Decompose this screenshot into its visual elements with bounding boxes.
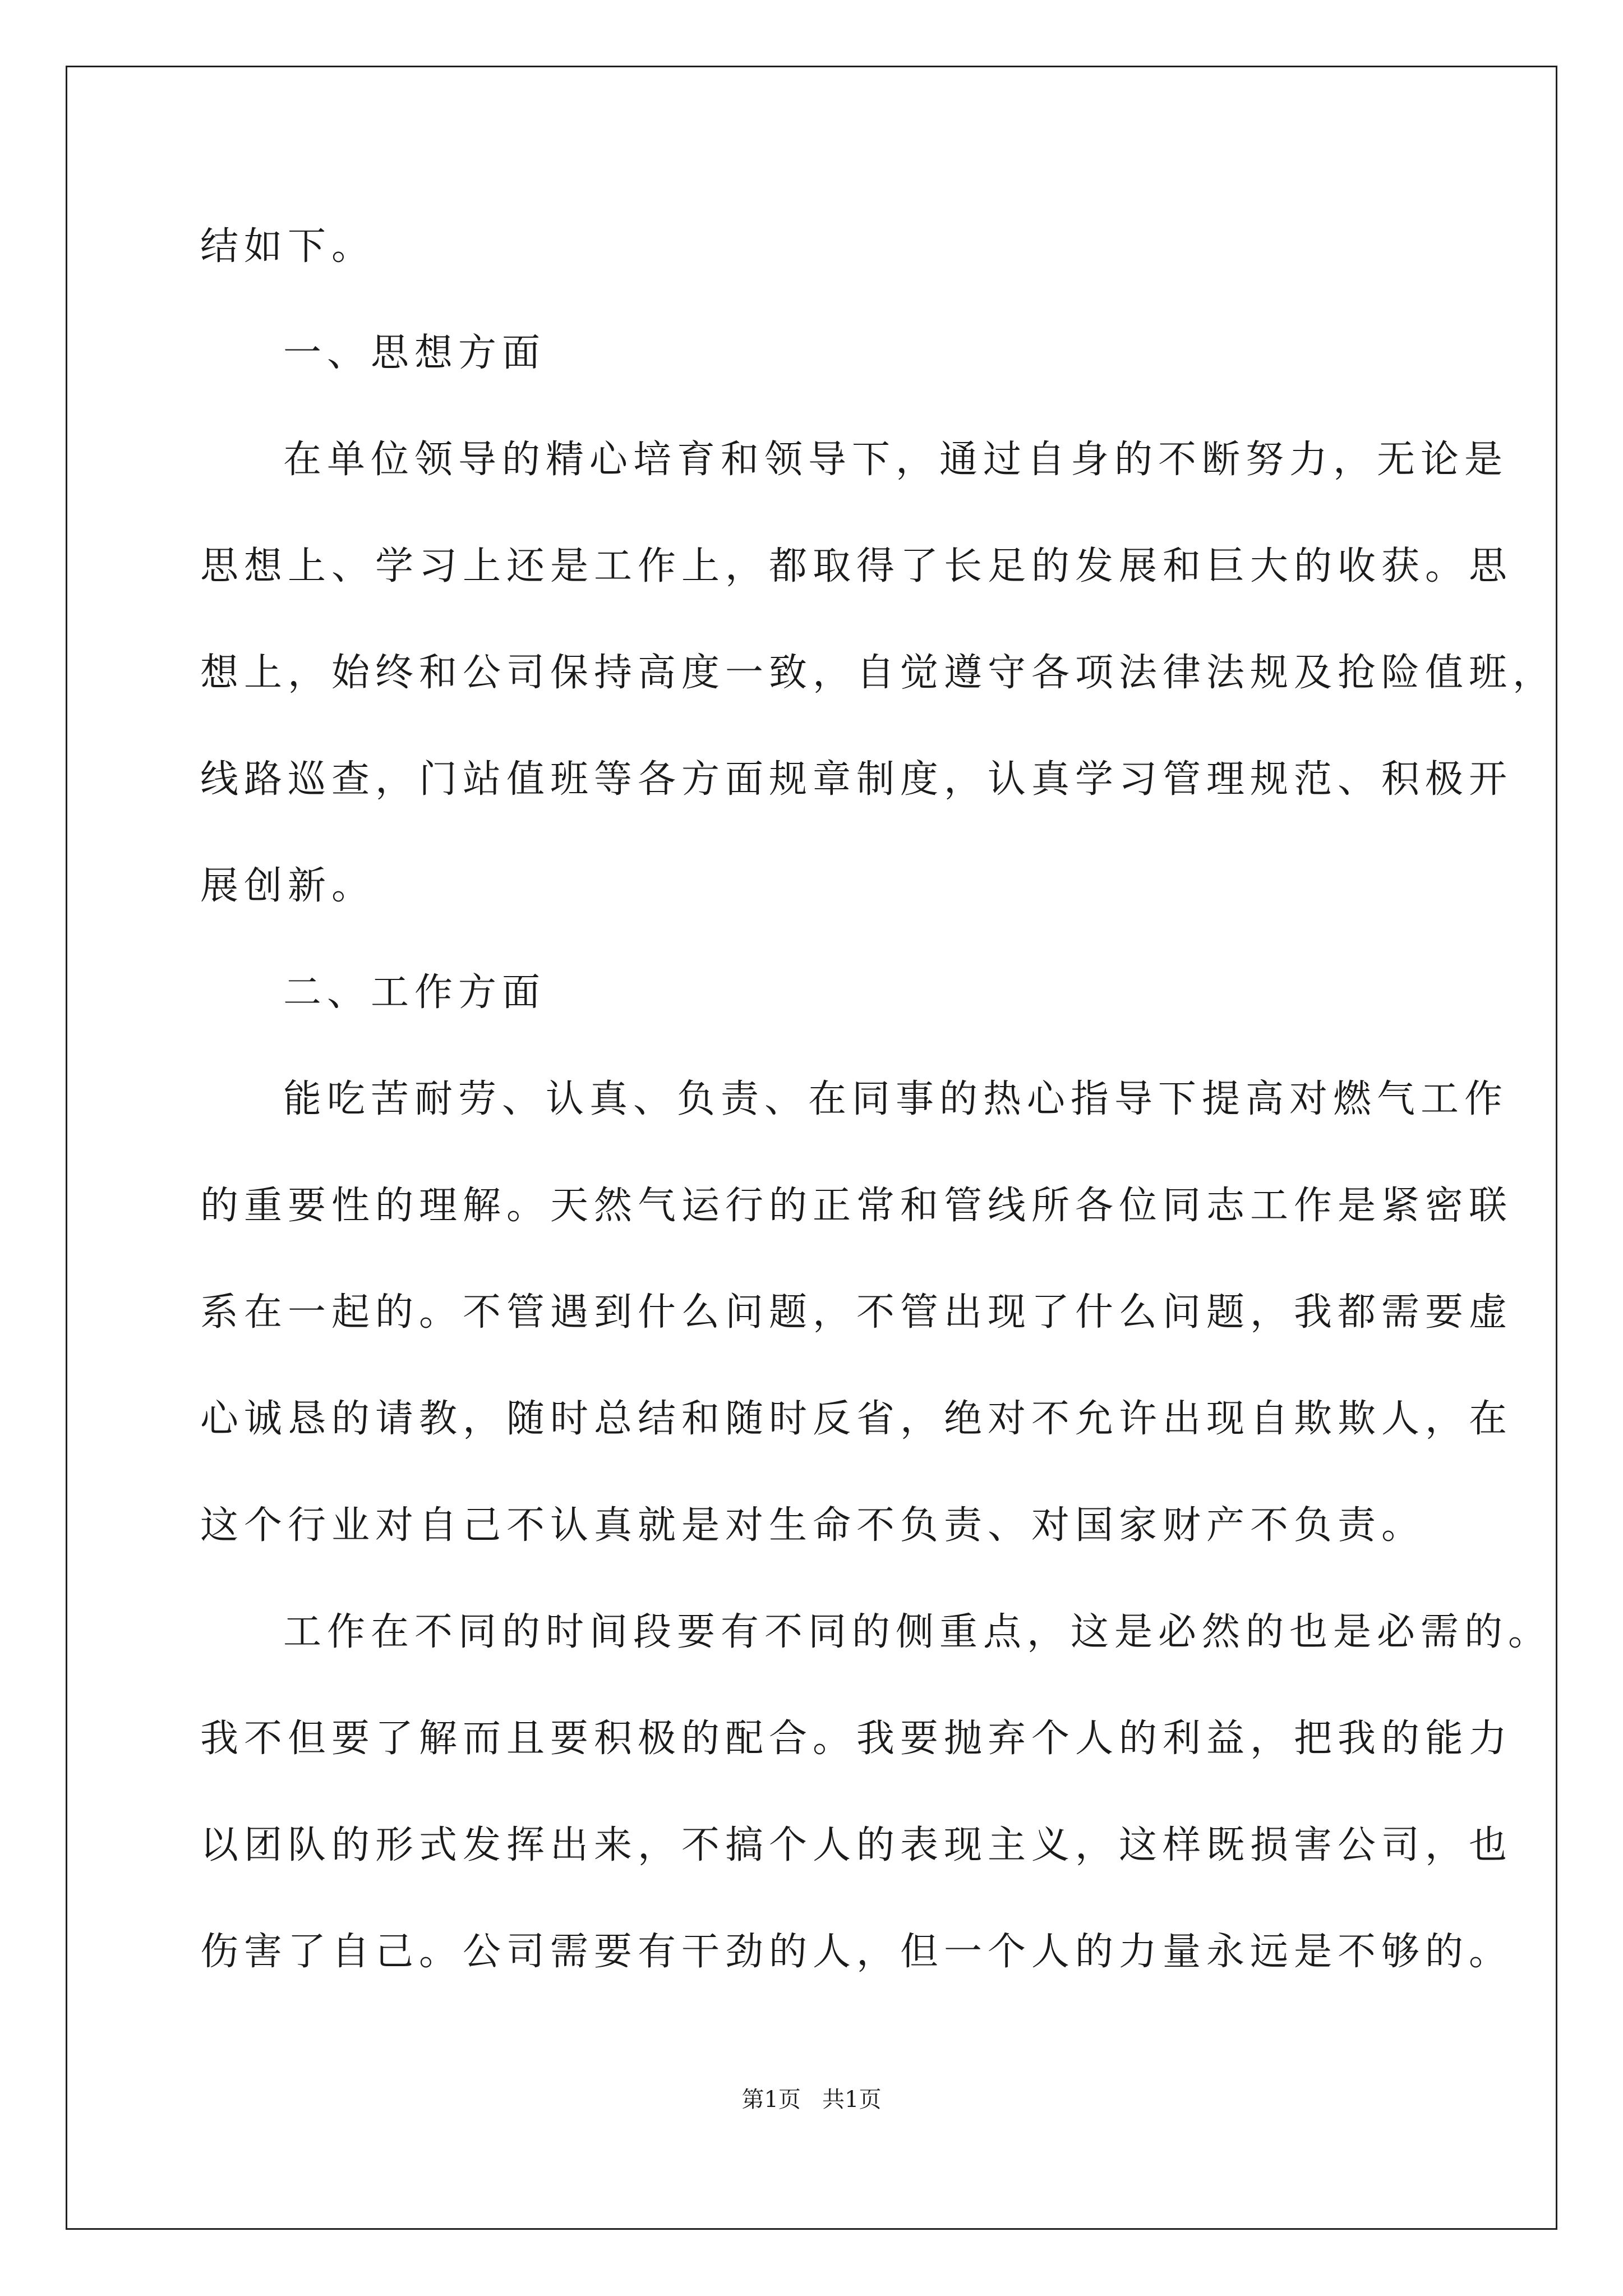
document-body bbox=[200, 216, 1557, 2028]
paragraph-line: 展创新。 bbox=[200, 864, 376, 908]
section-heading-thought: 一、思想方面 bbox=[283, 331, 546, 375]
paragraph-line: 想上，始终和公司保持高度一致，自觉遵守各项法律法规及抢险值班， bbox=[200, 651, 1557, 695]
paragraph-line: 心诚恳的请教，随时总结和随时反省，绝对不允许出现自欺欺人，在 bbox=[200, 1397, 1513, 1441]
paragraph-line: 能吃苦耐劳、认真、负责、在同事的热心指导下提高对燃气工作 bbox=[283, 1077, 1509, 1121]
paragraph-line: 在单位领导的精心培育和领导下，通过自身的不断努力，无论是 bbox=[283, 438, 1509, 482]
paragraph-line: 系在一起的。不管遇到什么问题，不管出现了什么问题，我都需要虚 bbox=[200, 1290, 1513, 1335]
paragraph-line: 思想上、学习上还是工作上，都取得了长足的发展和巨大的收获。思 bbox=[200, 544, 1513, 588]
paragraph-line: 这个行业对自己不认真就是对生命不负责、对国家财产不负责。 bbox=[200, 1503, 1426, 1548]
paragraph-line: 线路巡查，门站值班等各方面规章制度，认真学习管理规范、积极开 bbox=[200, 757, 1513, 802]
page-number-footer: 第1页 共1页 bbox=[741, 2087, 882, 2113]
paragraph-line: 伤害了自己。公司需要有干劲的人，但一个人的力量永远是不够的。 bbox=[200, 1930, 1513, 1974]
paragraph-line: 的重要性的理解。天然气运行的正常和管线所各位同志工作是紧密联 bbox=[200, 1184, 1513, 1228]
section-heading-work: 二、工作方面 bbox=[283, 970, 546, 1015]
paragraph-line: 我不但要了解而且要积极的配合。我要抛弃个人的利益，把我的能力 bbox=[200, 1717, 1513, 1761]
paragraph-line: 以团队的形式发挥出来，不搞个人的表现主义，这样既损害公司，也 bbox=[200, 1823, 1513, 1867]
paragraph-line: 工作在不同的时间段要有不同的侧重点，这是必然的也是必需的。 bbox=[283, 1610, 1552, 1654]
paragraph-line: 结如下。 bbox=[200, 224, 376, 269]
